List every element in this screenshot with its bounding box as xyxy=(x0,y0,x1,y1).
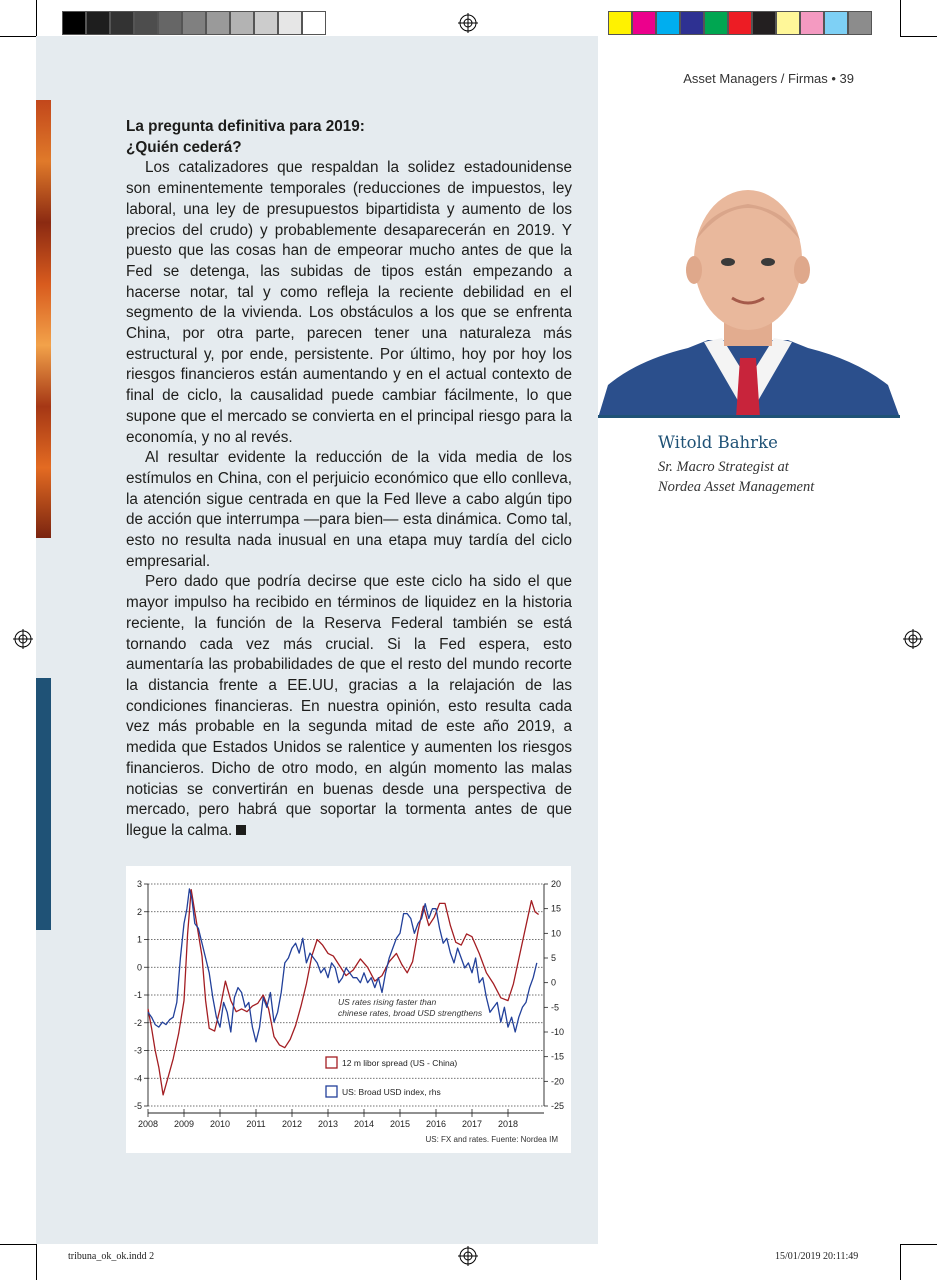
y-left-tick-label: 2 xyxy=(136,906,142,917)
y-right-tick-label: 5 xyxy=(551,953,557,963)
chart-canvas xyxy=(126,866,571,1153)
decorative-blue-strip xyxy=(36,678,51,930)
y-left-tick-label: 0 xyxy=(136,962,142,973)
y-left-tick-label: -4 xyxy=(133,1073,142,1084)
libor-usd-chart xyxy=(126,866,571,1153)
paragraph-text: Pero dado que podría decirse que este ciclo ha sido el que mayor impulso ha recibido en términos de liquidez en la historia reciente, la función de la Reserva Federal también se está tornando cada vez más crucial. Si la Fed espera, esto aumentaría las probabilidades de que el resto del mundo recorte la distancia frente a EE.UU, gracias a la relajación de las condiciones financieras. En nuestra opinión, esto resulta cada vez más probable en la segunda mitad de este año 2019, a medida que Estados Unidos se ralentice y aumenten los riesgos financieros. Dicho de otro modo, en algún momento las malas noticias se convertirán en buenas desde una perspectiva de mercado, pero habrá que soportar la tormenta antes de que llegue la calma. xyxy=(126,573,572,839)
legend-label-usd-index: US: Broad USD index, rhs xyxy=(342,1087,441,1097)
author-role-line-1: Sr. Macro Strategist at xyxy=(658,459,789,475)
crop-mark xyxy=(0,1244,36,1245)
author-role xyxy=(658,457,898,497)
registration-mark-icon xyxy=(458,13,478,33)
crop-mark xyxy=(0,36,36,37)
decorative-autumn-photo-strip xyxy=(36,100,51,538)
y-right-tick-label: -20 xyxy=(551,1076,565,1087)
author-role-line-2: Nordea Asset Management xyxy=(658,479,815,495)
y-right-tick-label: -5 xyxy=(551,1002,560,1013)
paragraph xyxy=(126,572,572,841)
process-color-bar xyxy=(608,11,872,35)
legend-swatch-libor-spread xyxy=(326,1057,337,1068)
crop-mark xyxy=(900,36,937,37)
author-name: Witold Bahrke xyxy=(658,433,778,452)
chart-annotation-line-1: US rates rising faster than xyxy=(338,997,437,1007)
chart-annotation-line-2: chinese rates, broad USD strengthens xyxy=(338,1008,483,1018)
crop-mark xyxy=(900,1244,937,1245)
y-right-tick-label: 10 xyxy=(551,928,562,939)
y-right-tick-label: -15 xyxy=(551,1051,565,1062)
y-right-tick-label: -25 xyxy=(551,1101,565,1111)
y-right-tick-label: 0 xyxy=(551,977,557,988)
grayscale-color-bar xyxy=(62,11,326,35)
x-tick-label: 2010 xyxy=(209,1119,231,1129)
y-left-tick-label: -1 xyxy=(133,990,142,1000)
x-tick-label: 2009 xyxy=(173,1119,195,1129)
x-tick-label: 2008 xyxy=(137,1119,159,1129)
paragraph: Los catalizadores que respaldan la solidez estadounidense son eminentemente temporales (reducciones de impuestos, ley laboral, una ley de presupuestos bipartidista y aumento de los precios del crudo) y probablemente desaparecerán en 2019. Y puesto que las cosas han de empeorar mucho antes de que la Fed se detenga, las subidas de tipos están empezando a hacerse notar, tal y como refleja la reciente debilidad en el segmento de la vivienda. Los obstáculos a los que se enfrenta China, por otra parte, parecen tener una naturaleza más estructural y, por ende, persistente. Por último, hoy por hoy los riesgos financieros están aumentando y en el actual contexto de final de ciclo, la causalidad puede cambiar fácilmente, lo que supone que el mercado se convierta en el principal riesgo para la economía, y no al revés. xyxy=(126,159,572,446)
chart-source: US: FX and rates. Fuente: Nordea IM xyxy=(425,1135,558,1144)
heading-line-2: ¿Quién cederá? xyxy=(126,138,242,156)
x-tick-label: 2016 xyxy=(425,1119,447,1129)
x-tick-label: 2015 xyxy=(389,1119,411,1129)
x-tick-label: 2011 xyxy=(246,1119,266,1129)
x-tick-label: 2013 xyxy=(317,1119,339,1129)
crop-mark xyxy=(36,0,37,36)
x-tick-label: 2018 xyxy=(497,1119,519,1129)
x-tick-label: 2012 xyxy=(281,1119,303,1129)
x-tick-label: 2017 xyxy=(461,1119,483,1129)
author-portrait xyxy=(598,180,900,418)
y-left-tick-label: -5 xyxy=(133,1101,142,1111)
y-left-tick-label: 1 xyxy=(136,934,142,945)
y-left-tick-label: -3 xyxy=(133,1045,142,1056)
file-slug: tribuna_ok_ok.indd 2 xyxy=(68,1251,155,1262)
author-portrait-illustration xyxy=(598,180,900,418)
running-head: Asset Managers / Firmas • 39 xyxy=(683,71,854,86)
article-body xyxy=(126,117,572,842)
legend-label-libor-spread: 12 m libor spread (US - China) xyxy=(342,1058,458,1068)
registration-mark-icon xyxy=(458,1246,478,1266)
legend-swatch-usd-index xyxy=(326,1086,337,1097)
registration-mark-icon xyxy=(903,629,923,649)
heading-line-1: La pregunta definitiva para 2019: xyxy=(126,118,365,135)
crop-mark xyxy=(900,0,901,36)
registration-mark-icon xyxy=(13,629,33,649)
x-tick-label: 2014 xyxy=(353,1119,375,1129)
y-left-tick-label: 3 xyxy=(136,879,142,889)
crop-mark xyxy=(36,1244,37,1280)
y-right-tick-label: 20 xyxy=(551,879,562,889)
timestamp-slug: 15/01/2019 20:11:49 xyxy=(775,1251,859,1262)
article-heading xyxy=(126,117,572,158)
paragraph: Al resultar evidente la reducción de la vida media de los estímulos en China, con el perjuicio económico que ello conlleva, la atención sigue centrada en que la Fed lleve a cabo algún tipo de acción que interrumpa —para bien— esta dinámica. Como tal, esto no resulta nada inusual en una etapa muy tardía del ciclo empresarial. xyxy=(126,449,572,570)
y-right-tick-label: 15 xyxy=(551,903,562,914)
y-right-tick-label: -10 xyxy=(551,1027,565,1037)
y-left-tick-label: -2 xyxy=(133,1017,142,1028)
crop-mark xyxy=(900,1244,901,1280)
end-of-article-mark-icon xyxy=(236,825,246,835)
portrait-rule xyxy=(598,415,900,418)
